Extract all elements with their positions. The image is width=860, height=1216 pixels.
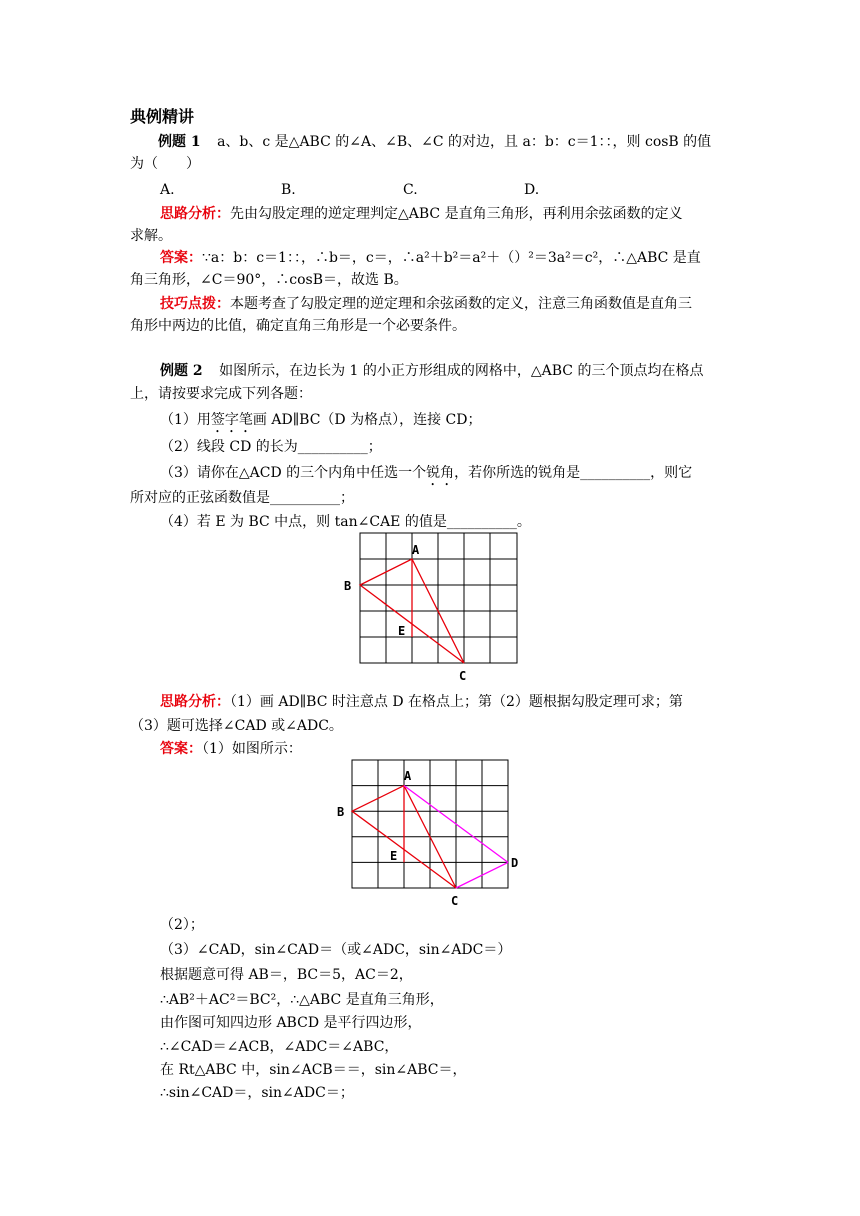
example1-answer-line2: 角三角形，∠C＝90°，∴cosB＝，故选 B。 <box>130 272 408 288</box>
example1-analysis <box>160 204 683 224</box>
label-d-2: D <box>511 856 519 870</box>
example2-analysis-line2: （3）题可选择∠CAD 或∠ADC。 <box>130 718 343 734</box>
analysis-text: 先由勾股定理的逆定理判定△ABC 是直角三角形，再利用余弦函数的定义 <box>230 206 683 222</box>
answer-label: 答案： <box>160 250 202 266</box>
option-d: D. <box>524 182 540 198</box>
label-a-2: A <box>404 769 412 783</box>
grid-figure-1 <box>340 530 530 686</box>
example1-stem-line1: a、b、c 是△ABC 的∠A、∠B、∠C 的对边，且 a：b：c＝1：：，则 cosB 的值 <box>217 134 712 150</box>
question-1-post: 画 AD∥BC（D 为格点），连接 CD； <box>252 412 482 428</box>
question-3 <box>160 463 692 489</box>
example1-stem-line2: 为（ ） <box>130 156 200 172</box>
example2-label: 例题 2 <box>160 363 203 379</box>
section-title: 典例精讲 <box>130 107 195 126</box>
analysis-label-2: 思路分析： <box>160 694 230 710</box>
answer-text: ∵a：b：c＝1：：，∴b＝，c＝，∴a²＋b²＝a²＋（）²＝3a²＝c²，∴△ABC 是直 <box>202 250 701 266</box>
example1-tips-line2: 角形中两边的比值，确定直角三角形是一个必要条件。 <box>130 318 466 334</box>
label-c-2: C <box>451 894 459 908</box>
analysis-text-2: （1）画 AD∥BC 时注意点 D 在格点上；第（2）题根据勾股定理可求；第 <box>230 694 683 710</box>
answer-text-2: （1）如图所示： <box>202 741 302 757</box>
label-e-2: E <box>390 849 398 863</box>
solution-line: 由作图可知四边形 ABCD 是平行四边形， <box>160 1015 422 1031</box>
tips-label: 技巧点拨： <box>160 296 230 312</box>
example1-answer <box>160 248 701 268</box>
solution-line: （3）∠CAD，sin∠CAD＝（或∠ADC，sin∠ADC＝） <box>160 942 512 958</box>
question-3-emphasis: 锐角 <box>426 465 455 481</box>
example1-stem <box>158 132 711 152</box>
example2-answer <box>160 739 302 759</box>
grid-figure-2 <box>334 757 526 909</box>
example2-stem <box>160 361 703 381</box>
option-b: B. <box>281 182 296 198</box>
label-e: E <box>398 624 406 638</box>
example1-label: 例题 1 <box>158 134 201 150</box>
example2-stem-line2: 上，请按要求完成下列各题： <box>130 386 312 402</box>
question-3-line2: 所对应的正弦函数值是__________； <box>130 490 354 506</box>
question-1-emphasis: 签字笔 <box>210 412 253 428</box>
solution-line: 根据题意可得 AB＝，BC＝5，AC＝2， <box>160 967 413 983</box>
solution-line: ∴sin∠CAD＝，sin∠ADC＝； <box>160 1085 354 1101</box>
example2-stem-line1: 如图所示，在边长为 1 的小正方形组成的网格中，△ABC 的三个顶点均在格点 <box>219 363 704 379</box>
option-a: A. <box>160 182 175 198</box>
answer-label-2: 答案： <box>160 741 202 757</box>
solution-line: （2）； <box>160 917 204 933</box>
label-a: A <box>412 543 420 557</box>
example2-analysis <box>160 692 683 712</box>
question-1 <box>160 410 482 436</box>
question-3-pre: （3）请你在△ACD 的三个内角中任选一个 <box>160 465 427 481</box>
question-2: （2）线段 CD 的长为__________； <box>160 439 382 455</box>
example1-tips <box>160 294 692 314</box>
solution-line: ∴∠CAD＝∠ACB，∠ADC＝∠ABC， <box>160 1039 399 1055</box>
label-b-2: B <box>337 805 345 819</box>
question-1-pre: （1）用 <box>160 412 211 428</box>
example1-analysis-line2: 求解。 <box>130 228 172 244</box>
analysis-label: 思路分析： <box>160 206 230 222</box>
solution-line: 在 Rt△ABC 中，sin∠ACB＝＝，sin∠ABC＝， <box>160 1062 467 1078</box>
label-c: C <box>459 669 467 683</box>
label-b: B <box>344 579 352 593</box>
solution-line: ∴AB²＋AC²＝BC²，∴△ABC 是直角三角形， <box>160 992 444 1008</box>
question-4: （4）若 E 为 BC 中点，则 tan∠CAE 的值是__________。 <box>160 514 531 530</box>
tips-text: 本题考查了勾股定理的逆定理和余弦函数的定义，注意三角函数值是直角三 <box>230 296 692 312</box>
question-3-post: ，若你所选的锐角是__________，则它 <box>454 465 693 481</box>
option-c: C. <box>403 182 418 198</box>
